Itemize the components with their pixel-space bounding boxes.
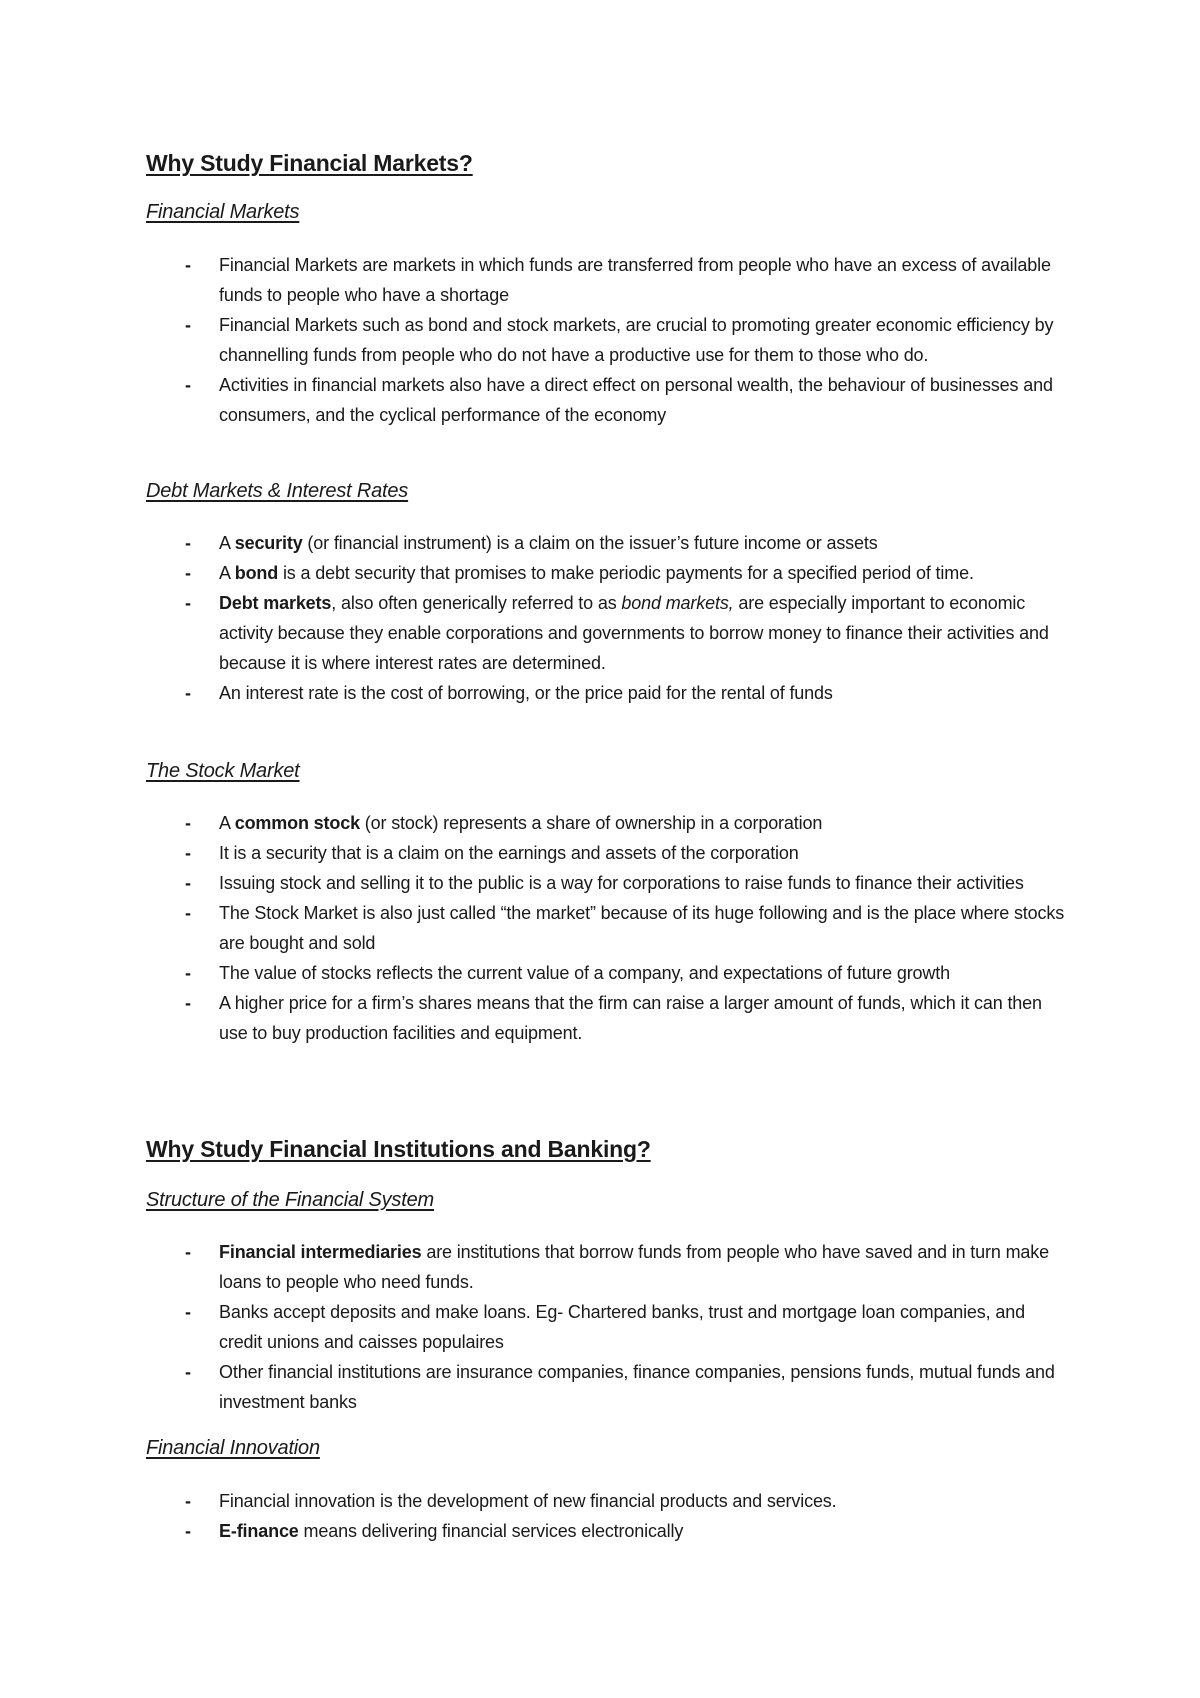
list-item-text: is a debt security that promises to make periodic payments for a specified period of time.	[278, 563, 974, 583]
section-title: Why Study Financial Markets?	[146, 150, 473, 176]
list-item	[0, 588, 1069, 678]
list-item-text: Financial intermediaries	[219, 1242, 422, 1262]
bullet-dash: -	[185, 813, 191, 833]
bullet-dash: -	[185, 255, 191, 275]
bullet-dash: -	[185, 903, 191, 923]
list-item-text: , also often generically referred to as	[331, 593, 622, 613]
list-item-text: Financial innovation is the development of new financial products and services.	[219, 1491, 837, 1511]
bullet-dash: -	[185, 683, 191, 703]
bullet-dash: -	[185, 1521, 191, 1541]
subsection-title: Financial Markets	[146, 201, 300, 223]
list-item	[0, 898, 1069, 958]
bullet-dash: -	[185, 993, 191, 1013]
list-item-text: (or stock) represents a share of ownership in a corporation	[359, 813, 823, 833]
list-item	[0, 988, 1069, 1048]
list-item-text: A higher price for a firm’s shares means that the firm can raise a larger amount of funds, which it can then use to buy production facilities and equipment.	[219, 993, 1042, 1043]
list-item	[0, 370, 1069, 430]
list-item-text: bond markets,	[621, 593, 734, 613]
list-item-text: It is a security that is a claim on the earnings and assets of the corporation	[219, 843, 799, 863]
list-item-text: Financial Markets such as bond and stock markets, are crucial to promoting greater economic efficiency by channelling funds from people who do not have a productive use for them to those who do.	[219, 315, 1054, 365]
list-item	[0, 1486, 1069, 1516]
subsection-title: Debt Markets & Interest Rates	[146, 480, 409, 502]
list-item	[0, 838, 1069, 868]
bullet-dash: -	[185, 843, 191, 863]
list-item-text: are especially important to economic activity because they enable corporations and governments to borrow money to finance their activities and because it is where interest rates are determined.	[219, 593, 1049, 673]
list-item	[0, 310, 1069, 370]
list-item-text: A	[219, 533, 235, 553]
bullet-list	[0, 1237, 1069, 1417]
bullet-list	[0, 528, 1069, 708]
list-item-text: A	[219, 813, 235, 833]
list-item-text: are institutions that borrow funds from people who have saved and in turn make loans to people who need funds.	[219, 1242, 1049, 1292]
list-item	[0, 558, 1069, 588]
list-item	[0, 1357, 1069, 1417]
list-item	[0, 868, 1069, 898]
bullet-dash: -	[185, 1362, 191, 1382]
list-item	[0, 528, 1069, 558]
subsection-title: Structure of the Financial System	[146, 1189, 434, 1211]
list-item-text: E-finance	[219, 1521, 299, 1541]
bullet-dash: -	[185, 1491, 191, 1511]
bullet-dash: -	[185, 873, 191, 893]
bullet-dash: -	[185, 593, 191, 613]
list-item-text: Other financial institutions are insurance companies, finance companies, pensions funds, mutual funds and investment banks	[219, 1362, 1055, 1412]
list-item-text: Debt markets	[219, 593, 332, 613]
bullet-list	[0, 1486, 1069, 1546]
list-item-text: security	[234, 533, 303, 553]
list-item-text: common stock	[234, 813, 360, 833]
bullet-list	[0, 250, 1069, 430]
list-item-text: Financial Markets are markets in which funds are transferred from people who have an excess of available funds to people who have a shortage	[219, 255, 1051, 305]
list-item	[0, 678, 1069, 708]
list-item-text: Issuing stock and selling it to the public is a way for corporations to raise funds to finance their activities	[219, 873, 1024, 893]
list-item-text: Banks accept deposits and make loans. Eg- Chartered banks, trust and mortgage loan companies, and credit unions and caisses populaires	[219, 1302, 1025, 1352]
list-item	[0, 958, 1069, 988]
bullet-dash: -	[185, 315, 191, 335]
list-item-text: The Stock Market is also just called “the market” because of its huge following and is the place where stocks are bought and sold	[219, 903, 1065, 953]
list-item-text: (or financial instrument) is a claim on the issuer’s future income or assets	[302, 533, 878, 553]
list-item	[0, 1237, 1069, 1297]
bullet-dash: -	[185, 963, 191, 983]
list-item	[0, 1297, 1069, 1357]
list-item-text: An interest rate is the cost of borrowing, or the price paid for the rental of funds	[219, 683, 833, 703]
list-item	[0, 808, 1069, 838]
section-title: Why Study Financial Institutions and Banking?	[146, 1136, 651, 1162]
list-item-text: Activities in financial markets also have a direct effect on personal wealth, the behaviour of businesses and consumers, and the cyclical performance of the economy	[219, 375, 1053, 425]
list-item-text: means delivering financial services electronically	[298, 1521, 684, 1541]
list-item	[0, 1516, 1069, 1546]
bullet-dash: -	[185, 533, 191, 553]
list-item	[0, 250, 1069, 310]
bullet-dash: -	[185, 563, 191, 583]
list-item-text: A	[219, 563, 235, 583]
bullet-dash: -	[185, 1242, 191, 1262]
subsection-title: Financial Innovation	[146, 1437, 320, 1459]
bullet-dash: -	[185, 1302, 191, 1322]
bullet-dash: -	[185, 375, 191, 395]
subsection-title: The Stock Market	[146, 760, 300, 782]
list-item-text: The value of stocks reflects the current value of a company, and expectations of future growth	[219, 963, 950, 983]
bullet-list	[0, 808, 1069, 1048]
list-item-text: bond	[234, 563, 279, 583]
